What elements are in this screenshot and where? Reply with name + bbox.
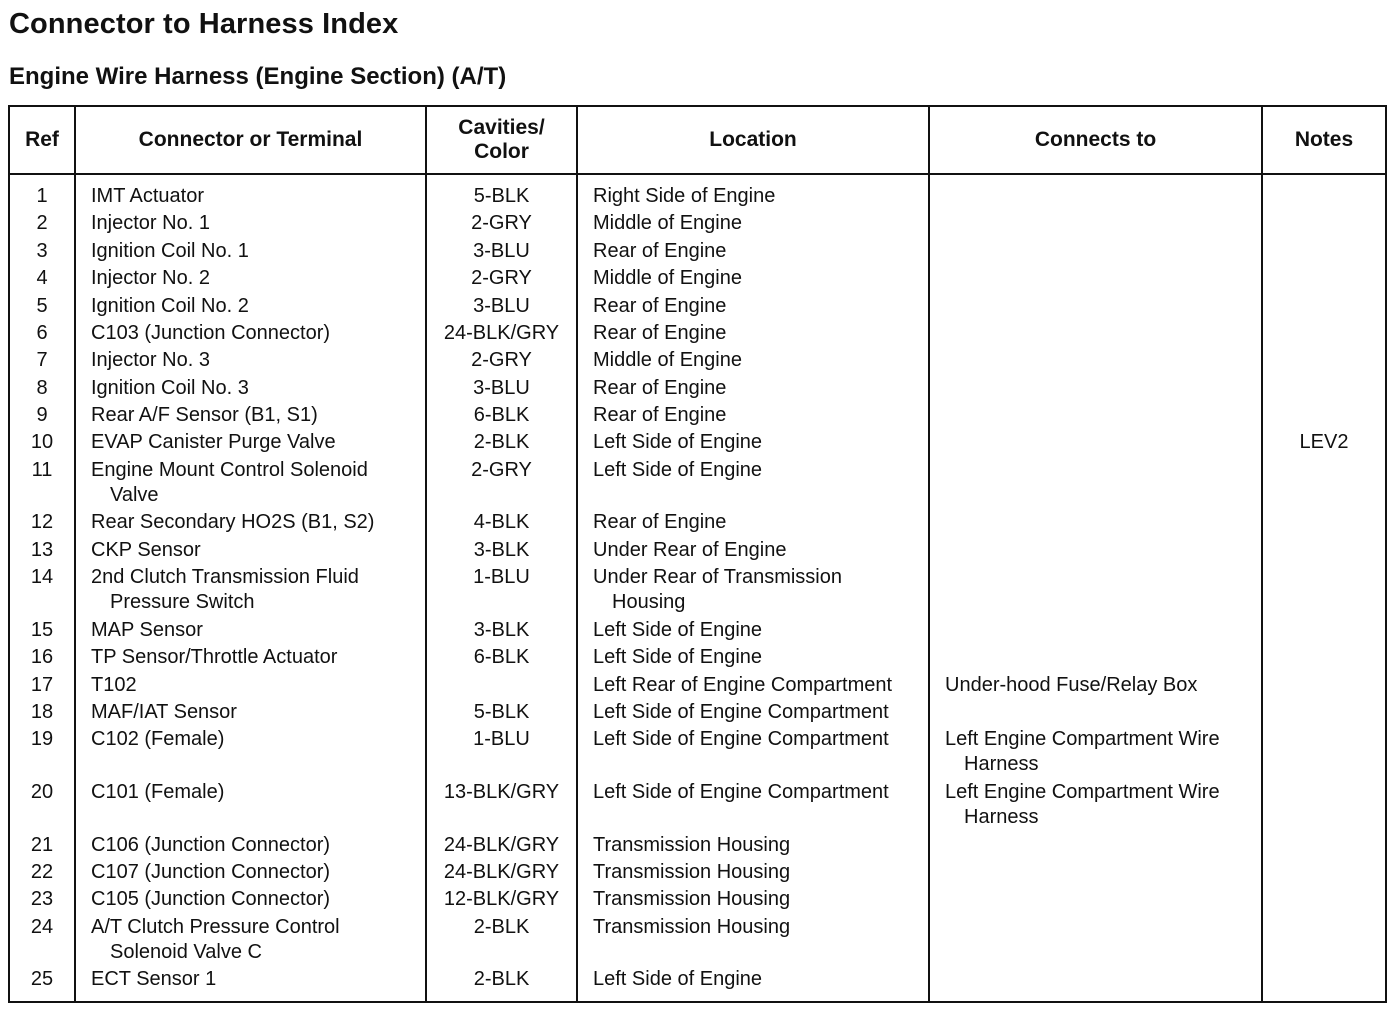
connects-to-cell bbox=[929, 319, 1262, 346]
connector-cell bbox=[75, 698, 426, 725]
cavities-cell: 1-BLU bbox=[426, 563, 577, 616]
connects-to-cell bbox=[929, 209, 1262, 236]
cavities-cell: 2-GRY bbox=[426, 346, 577, 373]
table-row bbox=[9, 885, 1386, 912]
ref-cell: 6 bbox=[9, 319, 75, 346]
ref-cell: 3 bbox=[9, 237, 75, 264]
ref-cell: 20 bbox=[9, 778, 75, 831]
ref-cell: 22 bbox=[9, 858, 75, 885]
location-cell-line: Rear of Engine bbox=[593, 239, 727, 262]
cavities-cell: 5-BLK bbox=[426, 698, 577, 725]
location-cell-line: Left Rear of Engine Compartment bbox=[593, 673, 893, 696]
location-cell bbox=[577, 346, 929, 373]
connects-to-cell bbox=[929, 536, 1262, 563]
notes-cell bbox=[1262, 292, 1386, 319]
ref-cell: 24 bbox=[9, 913, 75, 966]
connector-cell bbox=[75, 346, 426, 373]
location-cell-line: Rear of Engine bbox=[593, 511, 727, 534]
location-cell bbox=[577, 174, 929, 209]
ref-cell: 12 bbox=[9, 508, 75, 535]
ref-cell: 16 bbox=[9, 643, 75, 670]
ref-cell: 1 bbox=[9, 174, 75, 209]
notes-cell bbox=[1262, 563, 1386, 616]
location-cell bbox=[577, 237, 929, 264]
ref-cell: 9 bbox=[9, 401, 75, 428]
connector-cell bbox=[75, 536, 426, 563]
cavities-cell: 6-BLK bbox=[426, 643, 577, 670]
connector-cell-line: C103 (Junction Connector) bbox=[91, 321, 331, 344]
connects-to-cell bbox=[929, 456, 1262, 509]
location-cell bbox=[577, 319, 929, 346]
location-cell bbox=[577, 616, 929, 643]
ref-cell: 5 bbox=[9, 292, 75, 319]
location-cell bbox=[577, 885, 929, 912]
connector-cell bbox=[75, 508, 426, 535]
location-cell bbox=[577, 508, 929, 535]
connects-to-cell bbox=[929, 616, 1262, 643]
connects-to-cell-line: Harness bbox=[964, 753, 1039, 776]
connector-cell-line: TP Sensor/Throttle Actuator bbox=[91, 646, 338, 669]
connector-cell bbox=[75, 563, 426, 616]
location-cell bbox=[577, 778, 929, 831]
connector-cell-line: 2nd Clutch Transmission Fluid bbox=[91, 566, 359, 589]
location-cell-line: Left Side of Engine bbox=[593, 431, 763, 454]
cavities-cell: 3-BLK bbox=[426, 616, 577, 643]
notes-cell bbox=[1262, 374, 1386, 401]
location-cell bbox=[577, 401, 929, 428]
cavities-cell: 13-BLK/GRY bbox=[426, 778, 577, 831]
connector-cell bbox=[75, 616, 426, 643]
connector-cell bbox=[75, 374, 426, 401]
notes-cell bbox=[1262, 965, 1386, 1002]
connects-to-cell bbox=[929, 237, 1262, 264]
cavities-cell: 24-BLK/GRY bbox=[426, 831, 577, 858]
location-cell bbox=[577, 264, 929, 291]
table-row bbox=[9, 725, 1386, 778]
connects-to-cell bbox=[929, 698, 1262, 725]
connector-cell bbox=[75, 264, 426, 291]
table-row bbox=[9, 831, 1386, 858]
notes-cell bbox=[1262, 456, 1386, 509]
connector-cell bbox=[75, 885, 426, 912]
cavities-cell: 2-BLK bbox=[426, 428, 577, 455]
ref-cell: 25 bbox=[9, 965, 75, 1002]
ref-cell: 23 bbox=[9, 885, 75, 912]
connector-cell-line: Solenoid Valve C bbox=[110, 940, 262, 963]
connector-cell-line: Ignition Coil No. 1 bbox=[91, 239, 249, 262]
connector-cell-line: MAP Sensor bbox=[91, 618, 203, 641]
connects-to-cell bbox=[929, 292, 1262, 319]
connects-to-cell-line: Left Engine Compartment Wire bbox=[945, 728, 1220, 751]
location-cell bbox=[577, 456, 929, 509]
location-cell-line: Left Side of Engine bbox=[593, 968, 763, 991]
connects-to-cell bbox=[929, 374, 1262, 401]
table-row bbox=[9, 508, 1386, 535]
location-cell bbox=[577, 536, 929, 563]
connector-cell bbox=[75, 456, 426, 509]
connects-to-cell bbox=[929, 965, 1262, 1002]
notes-cell bbox=[1262, 536, 1386, 563]
table-row bbox=[9, 237, 1386, 264]
ref-cell: 2 bbox=[9, 209, 75, 236]
table-row bbox=[9, 346, 1386, 373]
connector-cell-line: A/T Clutch Pressure Control bbox=[91, 915, 340, 938]
location-cell-line: Under Rear of Transmission bbox=[593, 566, 842, 589]
connector-cell-line: Ignition Coil No. 2 bbox=[91, 294, 249, 317]
connects-to-cell bbox=[929, 778, 1262, 831]
cavities-cell: 6-BLK bbox=[426, 401, 577, 428]
col-header-connector: Connector or Terminal bbox=[75, 106, 426, 174]
connector-cell-line: Valve bbox=[110, 483, 159, 506]
connector-cell-line: ECT Sensor 1 bbox=[91, 968, 217, 991]
connector-cell bbox=[75, 319, 426, 346]
connects-to-cell bbox=[929, 508, 1262, 535]
ref-cell: 21 bbox=[9, 831, 75, 858]
ref-cell: 17 bbox=[9, 671, 75, 698]
connector-cell bbox=[75, 292, 426, 319]
connects-to-cell bbox=[929, 885, 1262, 912]
notes-cell bbox=[1262, 643, 1386, 670]
cavities-cell: 2-BLK bbox=[426, 965, 577, 1002]
table-row bbox=[9, 698, 1386, 725]
section-title: Engine Wire Harness (Engine Section) (A/T) bbox=[9, 63, 507, 90]
notes-cell bbox=[1262, 264, 1386, 291]
notes-cell bbox=[1262, 698, 1386, 725]
table-row bbox=[9, 563, 1386, 616]
connector-cell bbox=[75, 428, 426, 455]
location-cell bbox=[577, 858, 929, 885]
table-row bbox=[9, 374, 1386, 401]
connects-to-cell bbox=[929, 725, 1262, 778]
notes-cell bbox=[1262, 616, 1386, 643]
connects-to-cell bbox=[929, 563, 1262, 616]
location-cell bbox=[577, 428, 929, 455]
table-header-row bbox=[9, 106, 1386, 174]
connector-cell bbox=[75, 725, 426, 778]
connector-cell-line: Rear A/F Sensor (B1, S1) bbox=[91, 403, 318, 426]
location-cell bbox=[577, 209, 929, 236]
connector-cell bbox=[75, 643, 426, 670]
location-cell bbox=[577, 671, 929, 698]
location-cell-line: Transmission Housing bbox=[593, 860, 791, 883]
ref-cell: 4 bbox=[9, 264, 75, 291]
connects-to-cell-line: Harness bbox=[964, 805, 1039, 828]
connects-to-cell-line: Under-hood Fuse/Relay Box bbox=[945, 673, 1198, 696]
connects-to-cell bbox=[929, 264, 1262, 291]
table-row bbox=[9, 428, 1386, 455]
table-row bbox=[9, 292, 1386, 319]
connector-cell bbox=[75, 858, 426, 885]
cavities-cell: 2-GRY bbox=[426, 209, 577, 236]
connector-cell bbox=[75, 778, 426, 831]
connector-cell bbox=[75, 174, 426, 209]
ref-cell: 14 bbox=[9, 563, 75, 616]
connector-cell-line: Injector No. 3 bbox=[91, 349, 210, 372]
cavities-cell: 1-BLU bbox=[426, 725, 577, 778]
connector-cell-line: Engine Mount Control Solenoid bbox=[91, 458, 368, 481]
cavities-cell: 5-BLK bbox=[426, 174, 577, 209]
table-row bbox=[9, 456, 1386, 509]
cavities-cell: 3-BLK bbox=[426, 536, 577, 563]
table-row bbox=[9, 671, 1386, 698]
table-row bbox=[9, 174, 1386, 209]
location-cell bbox=[577, 913, 929, 966]
table-row bbox=[9, 643, 1386, 670]
table-row bbox=[9, 264, 1386, 291]
location-cell-line: Middle of Engine bbox=[593, 349, 742, 372]
connector-cell-line: Ignition Coil No. 3 bbox=[91, 376, 249, 399]
location-cell-line: Rear of Engine bbox=[593, 321, 727, 344]
ref-cell: 19 bbox=[9, 725, 75, 778]
cavities-cell: 24-BLK/GRY bbox=[426, 319, 577, 346]
cavities-cell: 4-BLK bbox=[426, 508, 577, 535]
location-cell-line: Middle of Engine bbox=[593, 212, 742, 235]
harness-index-table bbox=[8, 105, 1387, 1003]
connects-to-cell-line: Left Engine Compartment Wire bbox=[945, 780, 1220, 803]
connector-cell-line: Injector No. 2 bbox=[91, 267, 210, 290]
location-cell-line: Right Side of Engine bbox=[593, 185, 776, 207]
notes-cell bbox=[1262, 346, 1386, 373]
connects-to-cell bbox=[929, 831, 1262, 858]
cavities-cell: 2-GRY bbox=[426, 456, 577, 509]
location-cell bbox=[577, 831, 929, 858]
location-cell-line: Left Side of Engine bbox=[593, 618, 763, 641]
connector-cell-line: T102 bbox=[91, 673, 137, 696]
table-row bbox=[9, 401, 1386, 428]
table-row bbox=[9, 209, 1386, 236]
table-row bbox=[9, 778, 1386, 831]
connector-cell bbox=[75, 965, 426, 1002]
connector-cell-line: C106 (Junction Connector) bbox=[91, 833, 331, 856]
cavities-cell: 2-GRY bbox=[426, 264, 577, 291]
location-cell-line: Housing bbox=[612, 591, 686, 614]
location-cell bbox=[577, 292, 929, 319]
notes-cell: LEV2 bbox=[1262, 428, 1386, 455]
col-header-notes: Notes bbox=[1262, 106, 1386, 174]
page-title: Connector to Harness Index bbox=[9, 8, 399, 40]
location-cell-line: Rear of Engine bbox=[593, 376, 727, 399]
location-cell-line: Middle of Engine bbox=[593, 267, 742, 290]
connector-cell bbox=[75, 209, 426, 236]
table-body bbox=[9, 174, 1386, 1002]
location-cell-line: Rear of Engine bbox=[593, 403, 727, 426]
location-cell bbox=[577, 698, 929, 725]
connector-cell-line: CKP Sensor bbox=[91, 538, 201, 561]
ref-cell: 15 bbox=[9, 616, 75, 643]
notes-cell bbox=[1262, 401, 1386, 428]
connector-cell-line: Pressure Switch bbox=[110, 591, 255, 614]
connector-cell-line: MAF/IAT Sensor bbox=[91, 700, 237, 723]
connects-to-cell bbox=[929, 346, 1262, 373]
notes-cell bbox=[1262, 237, 1386, 264]
notes-cell bbox=[1262, 671, 1386, 698]
col-header-connects-to: Connects to bbox=[929, 106, 1262, 174]
location-cell-line: Left Side of Engine Compartment bbox=[593, 780, 889, 803]
connects-to-cell bbox=[929, 643, 1262, 670]
location-cell-line: Under Rear of Engine bbox=[593, 538, 787, 561]
ref-cell: 7 bbox=[9, 346, 75, 373]
notes-cell bbox=[1262, 174, 1386, 209]
col-header-location: Location bbox=[577, 106, 929, 174]
location-cell-line: Left Side of Engine bbox=[593, 458, 763, 481]
connector-cell bbox=[75, 913, 426, 966]
connector-cell-line: Rear Secondary HO2S (B1, S2) bbox=[91, 511, 375, 534]
location-cell-line: Left Side of Engine Compartment bbox=[593, 700, 889, 723]
notes-cell bbox=[1262, 858, 1386, 885]
location-cell-line: Rear of Engine bbox=[593, 294, 727, 317]
notes-cell bbox=[1262, 725, 1386, 778]
table-row bbox=[9, 536, 1386, 563]
connects-to-cell bbox=[929, 913, 1262, 966]
table-row bbox=[9, 319, 1386, 346]
location-cell-line: Transmission Housing bbox=[593, 915, 791, 938]
col-header-cavities-line1: Cavities/ bbox=[458, 116, 545, 139]
notes-cell bbox=[1262, 209, 1386, 236]
notes-cell bbox=[1262, 508, 1386, 535]
cavities-cell: 12-BLK/GRY bbox=[426, 885, 577, 912]
location-cell-line: Transmission Housing bbox=[593, 833, 791, 856]
cavities-cell: 2-BLK bbox=[426, 913, 577, 966]
table-row bbox=[9, 913, 1386, 966]
ref-cell: 8 bbox=[9, 374, 75, 401]
connects-to-cell bbox=[929, 428, 1262, 455]
notes-cell bbox=[1262, 319, 1386, 346]
connector-cell-line: EVAP Canister Purge Valve bbox=[91, 431, 336, 454]
location-cell-line: Left Side of Engine bbox=[593, 646, 763, 669]
location-cell bbox=[577, 965, 929, 1002]
cavities-cell bbox=[426, 671, 577, 698]
location-cell-line: Left Side of Engine Compartment bbox=[593, 728, 889, 751]
connector-cell-line: C102 (Female) bbox=[91, 728, 225, 751]
cavities-cell: 24-BLK/GRY bbox=[426, 858, 577, 885]
table-row bbox=[9, 616, 1386, 643]
connects-to-cell bbox=[929, 401, 1262, 428]
location-cell bbox=[577, 374, 929, 401]
connector-cell bbox=[75, 671, 426, 698]
notes-cell bbox=[1262, 885, 1386, 912]
connects-to-cell bbox=[929, 671, 1262, 698]
cavities-cell: 3-BLU bbox=[426, 237, 577, 264]
location-cell-line: Transmission Housing bbox=[593, 888, 791, 911]
location-cell bbox=[577, 563, 929, 616]
connector-cell bbox=[75, 237, 426, 264]
col-header-cavities-line2: Color bbox=[474, 140, 529, 163]
ref-cell: 11 bbox=[9, 456, 75, 509]
ref-cell: 18 bbox=[9, 698, 75, 725]
connector-cell-line: Injector No. 1 bbox=[91, 212, 210, 235]
col-header-cavities bbox=[426, 106, 577, 174]
connector-cell-line: C107 (Junction Connector) bbox=[91, 860, 331, 883]
connects-to-cell bbox=[929, 858, 1262, 885]
connector-cell-line: C101 (Female) bbox=[91, 780, 225, 803]
cavities-cell: 3-BLU bbox=[426, 374, 577, 401]
table-row bbox=[9, 965, 1386, 1002]
ref-cell: 10 bbox=[9, 428, 75, 455]
connector-cell bbox=[75, 831, 426, 858]
location-cell bbox=[577, 725, 929, 778]
notes-cell bbox=[1262, 913, 1386, 966]
table-row bbox=[9, 858, 1386, 885]
notes-cell bbox=[1262, 778, 1386, 831]
location-cell bbox=[577, 643, 929, 670]
connector-cell-line: IMT Actuator bbox=[91, 185, 205, 207]
ref-cell: 13 bbox=[9, 536, 75, 563]
col-header-ref: Ref bbox=[9, 106, 75, 174]
cavities-cell: 3-BLU bbox=[426, 292, 577, 319]
notes-cell bbox=[1262, 831, 1386, 858]
connector-cell-line: C105 (Junction Connector) bbox=[91, 888, 331, 911]
connects-to-cell bbox=[929, 174, 1262, 209]
connector-cell bbox=[75, 401, 426, 428]
